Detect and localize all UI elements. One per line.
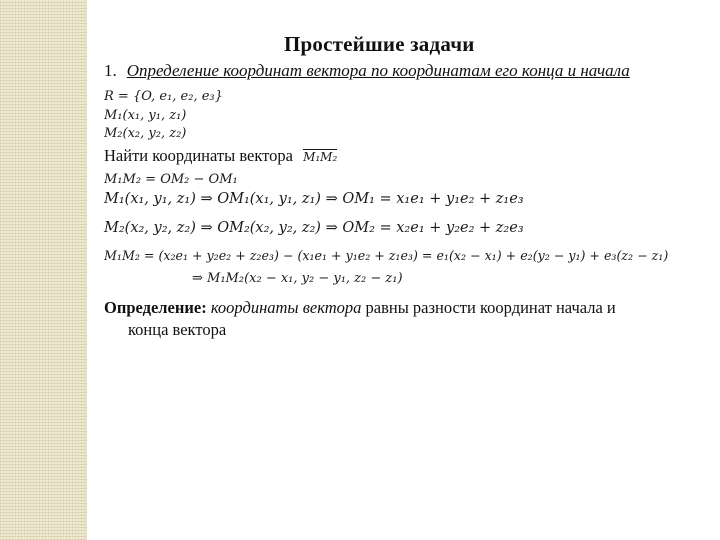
given-point-m2: M₂(x₂, y₂, z₂) bbox=[104, 126, 187, 141]
task-line bbox=[104, 146, 337, 166]
slide-content bbox=[104, 0, 710, 540]
given-basis: R = {O, e₁, e₂, e₃} bbox=[104, 89, 223, 104]
subtitle-number: 1. bbox=[104, 61, 117, 80]
formula-vector-difference: M₁M₂ = OM₂ − OM₁ bbox=[104, 172, 238, 187]
task-vector: M₁M₂ bbox=[303, 150, 338, 164]
definition-term: координаты вектора bbox=[210, 298, 362, 317]
formula-result: ⇒ M₁M₂(x₂ − x₁, y₂ − y₁, z₂ − z₁) bbox=[192, 271, 403, 286]
given-point-m1: M₁(x₁, y₁, z₁) bbox=[104, 108, 187, 123]
definition-label: Определение: bbox=[104, 298, 207, 317]
definition-text: равны разности координат начала и bbox=[365, 298, 616, 317]
formula-om1: M₁(x₁, y₁, z₁) ⇒ OM₁(x₁, y₁, z₁) ⇒ OM₁ = x₁e₁ + y₁e₂ + z₁e₃ bbox=[104, 191, 524, 207]
task-text: Найти координаты вектора bbox=[104, 146, 293, 165]
definition-block bbox=[104, 297, 704, 341]
decorative-side-strip bbox=[0, 0, 86, 540]
subtitle-text: Определение координат вектора по координатам его конца и начала bbox=[126, 61, 630, 80]
side-divider bbox=[86, 0, 87, 540]
page-title: Простейшие задачи bbox=[284, 32, 475, 56]
formula-expansion: M₁M₂ = (x₂e₁ + y₂e₂ + z₂e₃) − (x₁e₁ + y₁e₂ + z₁e₃) = e₁(x₂ − x₁) + e₂(y₂ − y₁) + e₃(z₂ − z₁) bbox=[104, 248, 669, 263]
subtitle bbox=[104, 61, 630, 81]
formula-om2: M₂(x₂, y₂, z₂) ⇒ OM₂(x₂, y₂, z₂) ⇒ OM₂ = x₂e₁ + y₂e₂ + z₂e₃ bbox=[104, 220, 524, 236]
definition-continuation: конца вектора bbox=[128, 320, 227, 339]
